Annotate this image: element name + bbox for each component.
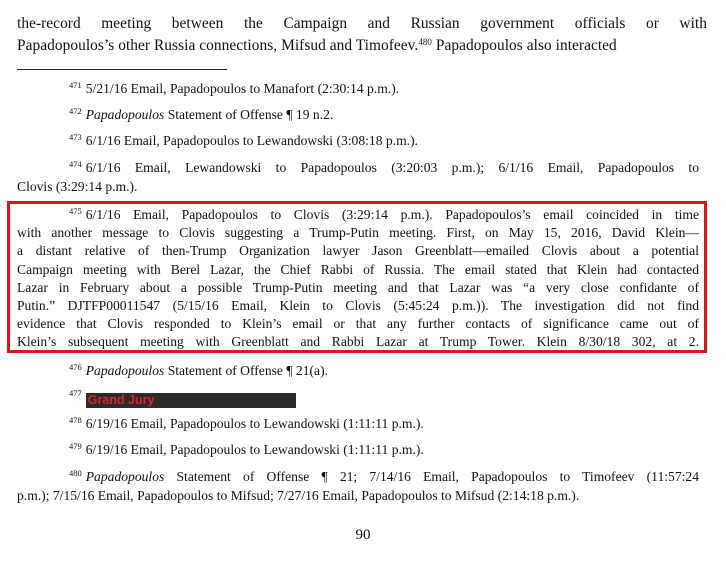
footnote-divider <box>17 69 227 70</box>
body-line-2 <box>17 35 707 57</box>
footnote-number: 479 <box>69 441 82 451</box>
footnote-number: 477 <box>69 388 82 398</box>
footnote-473 <box>17 131 699 150</box>
footnote-476 <box>17 361 699 380</box>
footnote-478 <box>17 414 699 433</box>
body-text <box>17 13 707 57</box>
footnote-471 <box>17 79 699 98</box>
footnote-477 <box>17 387 699 408</box>
footnote-text-line-2: with another message to Clovis suggesting a Trump-Putin meeting. First, on May 15, 2016, David Klein— <box>17 225 699 241</box>
footnote-number: 475 <box>69 206 82 216</box>
footnote-text-line-2: Clovis (3:29:14 p.m.). <box>17 179 138 194</box>
body-line-2-a: Papadopoulos’s other Russia connections, Mifsud and Timofeev. <box>17 37 419 54</box>
case-name: Papadopoulos <box>85 107 165 122</box>
footnote-text: Statement of Offense ¶ 19 n.2. <box>164 107 334 122</box>
footnote-number: 476 <box>69 362 82 372</box>
redaction-grand-jury: Grand Jury <box>86 393 296 408</box>
footnote-text-line-1: 6/1/16 Email, Papadopoulos to Clovis (3:29:14 p.m.). Papadopoulos’s email coincided in time <box>85 207 699 222</box>
footnote-text-line-8: Klein’s subsequent meeting with Greenblatt and Rabbi Lazar at Trump Tower. Klein 8/30/18 302, at 2. <box>17 334 699 350</box>
footnote-text-line-5: Lazar in February about a possible Trump-Putin meeting and that Lazar was “a very close confidante of <box>17 279 699 295</box>
footnote-text-line-3: a distant relative of then-Trump Organization lawyer Jason Greenblatt—emailed Clovis about a potential <box>17 243 699 259</box>
footnote-number: 471 <box>69 80 82 90</box>
footnote-text-line-6: Putin.” DJTFP00011547 (5/15/16 Email, Klein to Clovis (5:45:24 p.m.)). The investigation did not find <box>17 298 699 314</box>
footnote-text: 6/1/16 Email, Papadopoulos to Lewandowski (3:08:18 p.m.). <box>85 133 419 148</box>
footnote-number: 478 <box>69 415 82 425</box>
footnote-number: 480 <box>69 468 82 478</box>
footnote-text-line-4: Campaign meeting with Berel Lazar, the Chief Rabbi of Russia. The email stated that Klein had contacted <box>17 261 699 277</box>
footnote-number: 472 <box>69 106 82 116</box>
body-line-1: the-record meeting between the Campaign and Russian government officials or with <box>17 15 707 32</box>
footnote-480 <box>17 467 699 505</box>
body-line-2-b: Papadopoulos also interacted <box>431 37 617 54</box>
footnote-text: 5/21/16 Email, Papadopoulos to Manafort (2:30:14 p.m.). <box>85 81 400 96</box>
footnote-text: Statement of Offense ¶ 21(a). <box>164 363 328 378</box>
footnote-ref-480: 480 <box>418 37 432 47</box>
footnote-text-line-1: 6/1/16 Email, Lewandowski to Papadopoulos (3:20:03 p.m.); 6/1/16 Email, Papadopoulos to <box>85 160 699 175</box>
page-number: 90 <box>355 527 371 543</box>
footnote-475 <box>17 206 699 352</box>
case-name: Papadopoulos <box>85 469 165 484</box>
footnote-number: 474 <box>69 159 82 169</box>
footnote-text-line-2: p.m.); 7/15/16 Email, Papadopoulos to Mifsud; 7/27/16 Email, Papadopoulos to Mifsud (2:14:18 p.m.). <box>17 488 580 503</box>
footnote-number: 473 <box>69 132 82 142</box>
case-name: Papadopoulos <box>85 363 165 378</box>
footnote-text: 6/19/16 Email, Papadopoulos to Lewandowski (1:11:11 p.m.). <box>85 416 424 431</box>
footnote-474 <box>17 158 699 196</box>
footnote-479 <box>17 440 699 459</box>
footnote-472 <box>17 105 699 124</box>
footnote-text: 6/19/16 Email, Papadopoulos to Lewandowski (1:11:11 p.m.). <box>85 442 424 457</box>
footnote-text-line-1: Statement of Offense ¶ 21; 7/14/16 Email, Papadopoulos to Timofeev (11:57:24 <box>164 469 699 484</box>
footnote-text-line-7: evidence that Clovis responded to Klein’s email or that any further contacts of significance came out of <box>17 316 699 332</box>
